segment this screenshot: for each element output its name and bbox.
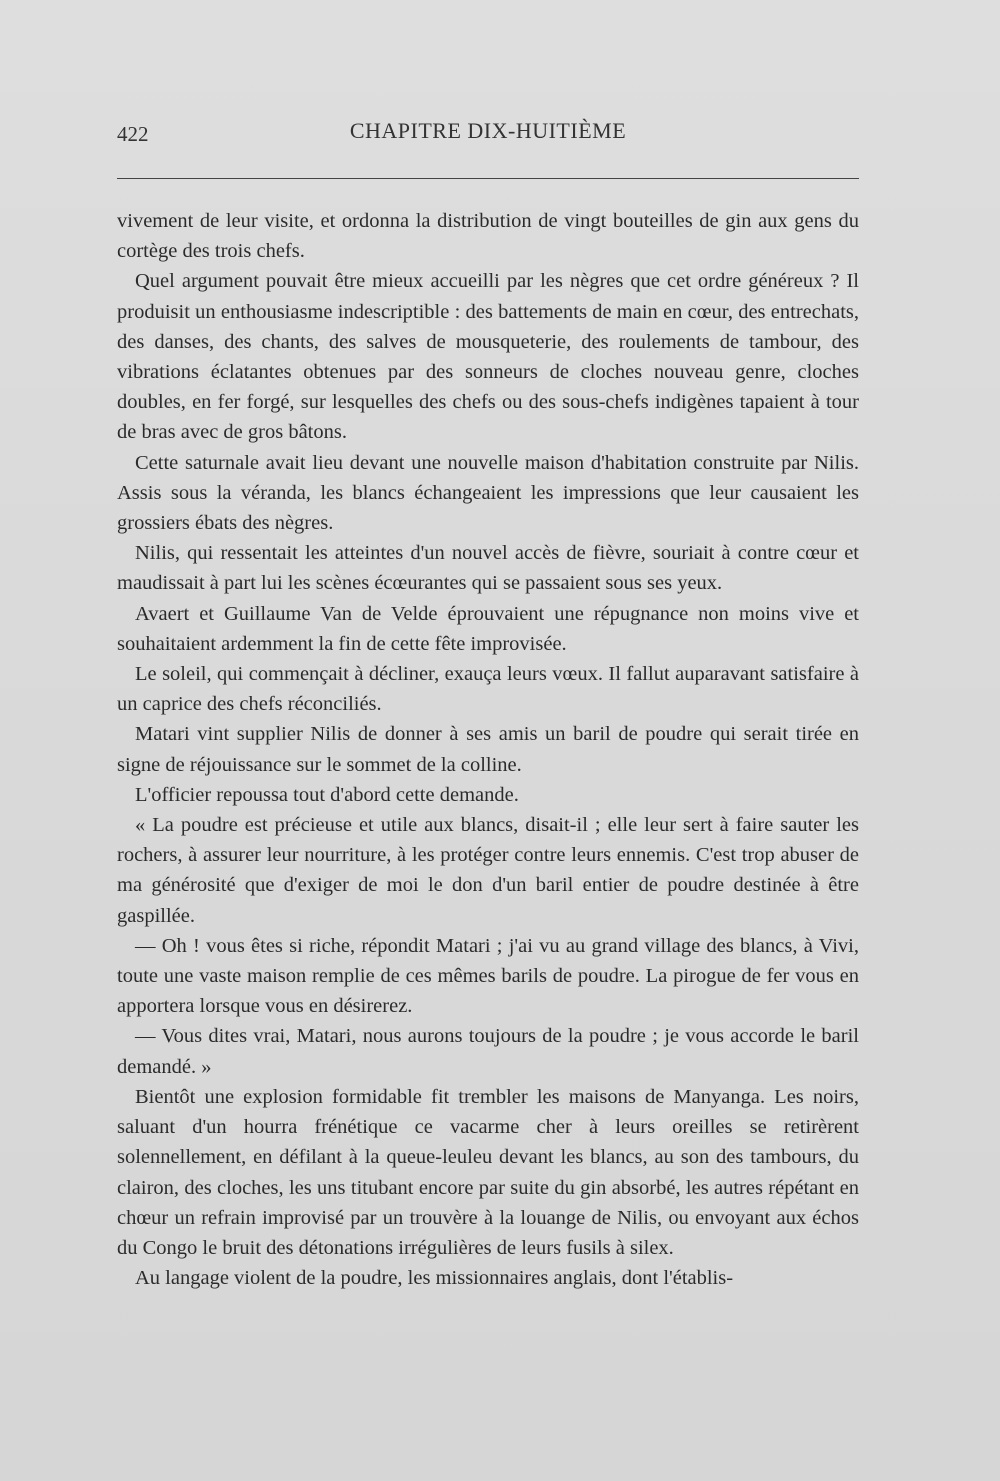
paragraph-quote: « La poudre est précieuse et utile aux blancs, disait-il ; elle leur sert à faire sauter les rochers, à assurer leur nourriture, à les protéger contre leurs ennemis. C'est trop abuser de ma générosité que d'exiger de moi le don d'un baril entier de poudre destinée à être gaspillée. [117, 814, 859, 927]
paragraph: Avaert et Guillaume Van de Velde éprouvaient une répugnance non moins vive et souhaitaient ardemment la fin de cette fête improvisée. [117, 602, 859, 655]
body-text [117, 206, 859, 1293]
paragraph-continuation: vivement de leur visite, et ordonna la distribution de vingt bouteilles de gin aux gens du cortège des trois chefs. [117, 210, 859, 263]
paragraph: Quel argument pouvait être mieux accueilli par les nègres que cet ordre généreux ? Il produisit un enthousiasme indescriptible : des battements de main en cœur, des entrechats, des danses, des chants, des salves de mousqueterie, des roulements de tambour, des vibrations éclatantes obtenues par des sonneurs de cloches nouveau genre, cloches doubles, en fer forgé, sur lesquelles des chefs ou des sous-chefs indigènes tapaient à tour de bras avec de gros bâtons. [117, 270, 859, 444]
paragraph: Nilis, qui ressentait les atteintes d'un nouvel accès de fièvre, souriait à contre cœur et maudissait à part lui les scènes écœurantes qui se passaient sous ses yeux. [117, 542, 859, 595]
header-rule [117, 178, 859, 179]
paragraph: Bientôt une explosion formidable fit trembler les maisons de Manyanga. Les noirs, saluant d'un hourra frénétique ce vacarme cher à leurs oreilles se retirèrent solennellement, en défilant à la queue-leuleu devant les blancs, au son des tambours, du clairon, des cloches, les uns titubant encore par suite du gin absorbé, les autres répétant en chœur un refrain improvisé par un trouvère à la louange de Nilis, ou envoyant aux échos du Congo le bruit des détonations irrégulières de leurs fusils à silex. [117, 1085, 859, 1259]
page-number: 422 [117, 122, 149, 146]
paragraph: L'officier repoussa tout d'abord cette demande. [135, 783, 519, 806]
paragraph-truncated: Au langage violent de la poudre, les missionnaires anglais, dont l'établis- [135, 1267, 734, 1290]
paragraph-dialogue: — Vous dites vrai, Matari, nous aurons toujours de la poudre ; je vous accorde le baril demandé. » [117, 1025, 859, 1078]
page-header [117, 118, 859, 152]
paragraph: Matari vint supplier Nilis de donner à ses amis un baril de poudre qui serait tirée en signe de réjouissance sur le sommet de la colline. [117, 723, 859, 776]
paragraph: Cette saturnale avait lieu devant une nouvelle maison d'habitation construite par Nilis. Assis sous la véranda, les blancs échangeaient les impressions que leur causaient les grossiers ébats des nègres. [117, 451, 859, 535]
paragraph: Le soleil, qui commençait à décliner, exauça leurs vœux. Il fallut auparavant satisfaire à un caprice des chefs réconciliés. [117, 663, 859, 716]
paragraph-dialogue: — Oh ! vous êtes si riche, répondit Matari ; j'ai vu au grand village des blancs, à Vivi, toute une vaste maison remplie de ces mêmes barils de poudre. La pirogue de fer vous en apportera lorsque vous en désirerez. [117, 934, 859, 1018]
running-title: CHAPITRE DIX-HUITIÈME [349, 118, 627, 143]
